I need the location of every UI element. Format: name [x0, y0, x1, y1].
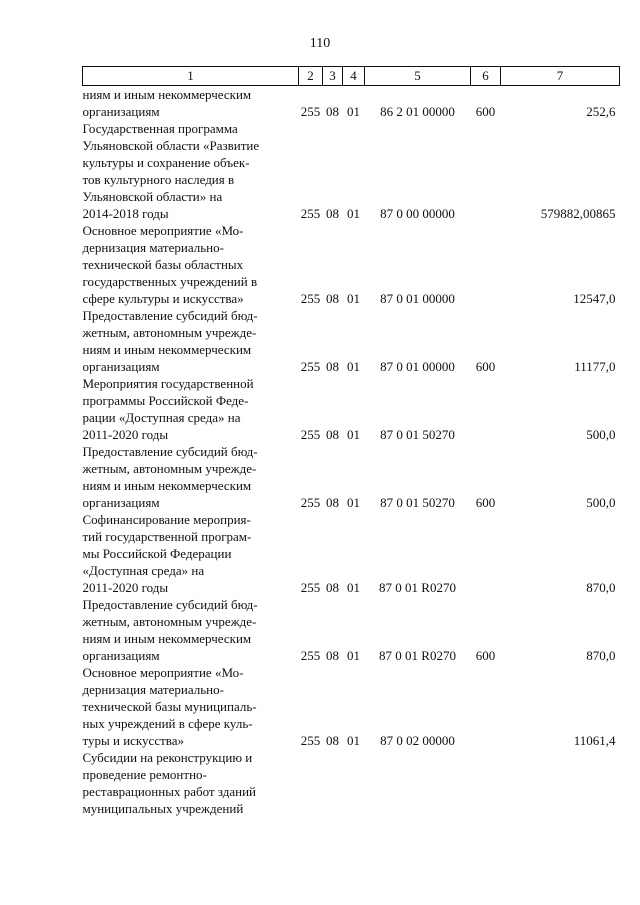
section-code: 08 [326, 495, 339, 510]
expense-type-code: 600 [475, 495, 496, 510]
table-row [83, 222, 620, 307]
admin-code [299, 749, 323, 817]
expense-type-code: 600 [475, 648, 496, 663]
table-row [83, 664, 620, 749]
description-line: организациям [82, 359, 160, 374]
admin-code: 255 [300, 648, 321, 663]
table-row [83, 375, 620, 443]
expense-type-code [471, 375, 501, 443]
description-line: технической базы муниципаль- [82, 699, 257, 714]
budget-table [82, 66, 620, 817]
description-line: Ульяновской области «Развитие [82, 138, 260, 153]
subsection-code: 01 [347, 104, 360, 119]
description-line: тов культурного наследия в [82, 172, 235, 187]
row-description [83, 120, 299, 222]
subsection-code: 01 [347, 359, 360, 374]
admin-code: 255 [300, 495, 321, 510]
table-row [83, 749, 620, 817]
section-code: 08 [326, 580, 339, 595]
description-line: ниям и иным некоммерческим [82, 342, 252, 357]
header-col-7: 7 [501, 67, 620, 86]
amount: 12547,0 [573, 291, 616, 306]
table-row [83, 307, 620, 375]
description-line: тий государственной програм- [82, 529, 252, 544]
description-line: организациям [82, 104, 160, 119]
section-code: 08 [326, 648, 339, 663]
row-description [83, 664, 299, 749]
amount: 870,0 [586, 648, 616, 663]
description-line: туры и искусства» [82, 733, 185, 748]
expense-type-code: 600 [475, 359, 496, 374]
description-line: Предоставление субсидий бюд- [82, 597, 258, 612]
description-line: жетным, автономным учрежде- [82, 325, 257, 340]
amount: 500,0 [586, 495, 616, 510]
description-line: реставрационных работ зданий [82, 784, 256, 799]
section-code: 08 [326, 427, 339, 442]
target-article-code: 87 0 01 00000 [380, 359, 455, 374]
description-line: государственных учреждений в [82, 274, 258, 289]
table-body [83, 86, 620, 818]
row-description [83, 596, 299, 664]
admin-code: 255 [300, 733, 321, 748]
amount [501, 749, 620, 817]
header-col-2: 2 [299, 67, 323, 86]
header-col-5: 5 [365, 67, 471, 86]
subsection-code: 01 [347, 580, 360, 595]
description-line: Основное мероприятие «Мо- [82, 223, 244, 238]
target-article-code: 87 0 02 00000 [380, 733, 455, 748]
expense-type-code [471, 120, 501, 222]
admin-code: 255 [300, 427, 321, 442]
admin-code: 255 [300, 104, 321, 119]
description-line: жетным, автономным учрежде- [82, 461, 257, 476]
description-line: дернизация материально- [82, 240, 224, 255]
description-line: Субсидии на реконструкцию и [82, 750, 253, 765]
section-code [323, 749, 343, 817]
description-line: ниям и иным некоммерческим [82, 631, 252, 646]
target-article-code: 87 0 01 50270 [380, 495, 455, 510]
target-article-code: 87 0 01 R0270 [379, 580, 456, 595]
description-line: рации «Доступная среда» на [82, 410, 241, 425]
amount: 11061,4 [573, 733, 616, 748]
section-code: 08 [326, 359, 339, 374]
amount: 11177,0 [574, 359, 616, 374]
table-row [83, 596, 620, 664]
amount: 500,0 [586, 427, 616, 442]
table-row [83, 443, 620, 511]
description-line: ниям и иным некоммерческим [82, 478, 252, 493]
subsection-code: 01 [347, 206, 360, 221]
description-line: организациям [82, 495, 160, 510]
target-article-code: 87 0 01 00000 [380, 291, 455, 306]
amount: 252,6 [586, 104, 616, 119]
description-line: жетным, автономным учрежде- [82, 614, 257, 629]
description-line: Основное мероприятие «Мо- [82, 665, 244, 680]
header-col-3: 3 [323, 67, 343, 86]
amount: 870,0 [586, 580, 616, 595]
expense-type-code [471, 511, 501, 596]
header-col-1: 1 [83, 67, 299, 86]
description-line: дернизация материально- [82, 682, 224, 697]
description-line: Мероприятия государственной [82, 376, 254, 391]
header-col-6: 6 [471, 67, 501, 86]
description-line: 2011-2020 годы [82, 427, 169, 442]
admin-code: 255 [300, 291, 321, 306]
target-article-code: 87 0 01 R0270 [379, 648, 456, 663]
description-line: культуры и сохранение объек- [82, 155, 250, 170]
description-line: проведение ремонтно- [82, 767, 207, 782]
description-line: ниям и иным некоммерческим [82, 87, 252, 102]
header-col-4: 4 [343, 67, 365, 86]
row-description [83, 511, 299, 596]
row-description [83, 222, 299, 307]
section-code: 08 [326, 104, 339, 119]
description-line: мы Российской Федерации [82, 546, 232, 561]
admin-code: 255 [300, 206, 321, 221]
row-description [83, 749, 299, 817]
description-line: технической базы областных [82, 257, 244, 272]
table-row [83, 86, 620, 121]
target-article-code: 86 2 01 00000 [380, 104, 455, 119]
description-line: сфере культуры и искусства» [82, 291, 244, 306]
amount: 579882,00865 [540, 206, 616, 221]
row-description [83, 375, 299, 443]
description-line: 2014-2018 годы [82, 206, 169, 221]
expense-type-code [471, 222, 501, 307]
row-description [83, 443, 299, 511]
section-code: 08 [326, 733, 339, 748]
subsection-code: 01 [347, 495, 360, 510]
description-line: Ульяновской области» на [82, 189, 223, 204]
description-line: Государственная программа [82, 121, 238, 136]
page-number: 110 [309, 36, 331, 51]
header-row [83, 67, 620, 86]
subsection-code [343, 749, 365, 817]
description-line: ных учреждений в сфере куль- [82, 716, 253, 731]
description-line: организациям [82, 648, 160, 663]
section-code: 08 [326, 206, 339, 221]
table-row [83, 511, 620, 596]
row-description [83, 307, 299, 375]
expense-type-code [471, 749, 501, 817]
row-description [83, 86, 299, 121]
expense-type-code [471, 664, 501, 749]
description-line: Софинансирование мероприя- [82, 512, 251, 527]
admin-code: 255 [300, 359, 321, 374]
description-line: 2011-2020 годы [82, 580, 169, 595]
subsection-code: 01 [347, 733, 360, 748]
description-line: муниципальных учреждений [82, 801, 244, 816]
description-line: программы Российской Феде- [82, 393, 249, 408]
section-code: 08 [326, 291, 339, 306]
subsection-code: 01 [347, 648, 360, 663]
table-row [83, 120, 620, 222]
target-article-code: 87 0 01 50270 [380, 427, 455, 442]
target-article-code: 87 0 00 00000 [380, 206, 455, 221]
description-line: Предоставление субсидий бюд- [82, 308, 258, 323]
admin-code: 255 [300, 580, 321, 595]
subsection-code: 01 [347, 291, 360, 306]
subsection-code: 01 [347, 427, 360, 442]
description-line: «Доступная среда» на [82, 563, 205, 578]
expense-type-code: 600 [475, 104, 496, 119]
description-line: Предоставление субсидий бюд- [82, 444, 258, 459]
target-article-code [365, 749, 471, 817]
